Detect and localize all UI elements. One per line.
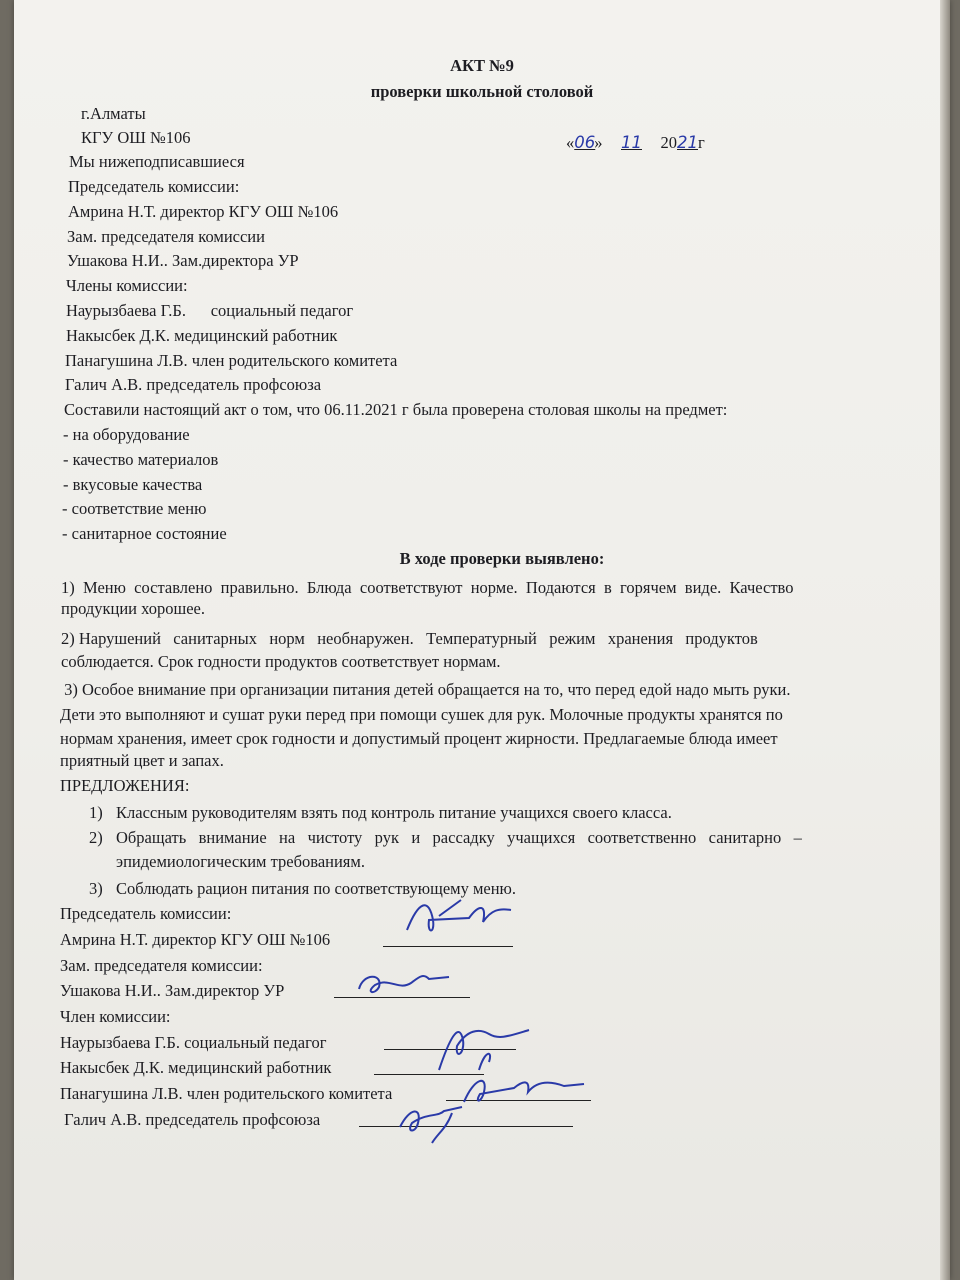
member-line: Наурызбаева Г.Б. социальный педагог — [66, 301, 354, 320]
sig-member-1: Наурызбаева Г.Б. социальный педагог — [60, 1033, 327, 1052]
sig-member-title: Член комиссии: — [60, 1007, 171, 1026]
sig-member-4: Галич А.В. председатель профсоюза — [60, 1110, 321, 1129]
document-title: АКТ №9 — [450, 56, 514, 75]
sig-chair: Амрина Н.Т. директор КГУ ОШ №106 — [60, 930, 331, 949]
finding-2-line1: 2) Нарушений санитарных норм необнаружен. Температурный режим хранения продуктов — [61, 629, 758, 648]
intro-we: Мы нижеподписавшиеся — [69, 152, 245, 171]
proposal-2-line1: Обращать внимание на чистоту рук и рассадку учащихся соответственно санитарно – — [116, 828, 802, 847]
proposal-1: Классным руководителям взять под контроль питание учащихся своего класса. — [116, 803, 672, 822]
chair-signature-mark — [399, 890, 519, 950]
page-edge-shadow — [940, 0, 950, 1280]
intro-deputy-title: Зам. председателя комиссии — [67, 227, 265, 246]
finding-3-line2: Дети это выполняют и сушат руки перед при помощи сушек для рук. Молочные продукты хранятся по — [60, 705, 783, 724]
proposals-heading: ПРЕДЛОЖЕНИЯ: — [60, 776, 190, 795]
intro-deputy: Ушакова Н.И.. Зам.директора УР — [67, 251, 299, 270]
check-item: - качество материалов — [63, 450, 219, 469]
sig-deputy: Ушакова Н.И.. Зам.директор УР — [60, 981, 285, 1000]
check-item: - соответствие меню — [62, 499, 207, 518]
check-item: - на оборудование — [63, 425, 190, 444]
intro-statement: Составили настоящий акт о том, что 06.11.2021 г была проверена столовая школы на предмет: — [64, 400, 728, 419]
date-day: 06 — [574, 133, 596, 152]
intro-chair: Амрина Н.Т. директор КГУ ОШ №106 — [68, 202, 339, 221]
finding-3-line1: 3) Особое внимание при организации питания детей обращается на то, что перед едой надо мыть руки. — [60, 680, 791, 699]
sig-chair-title: Председатель комиссии: — [60, 904, 232, 923]
document-date: «06» 11 2021г — [566, 133, 705, 152]
intro-chair-title: Председатель комиссии: — [68, 177, 240, 196]
check-item: - вкусовые качества — [63, 475, 203, 494]
intro-members-title: Члены комиссии: — [66, 276, 188, 295]
document-page — [14, 0, 950, 1280]
date-month: 11 — [621, 133, 642, 152]
proposal-2-line2: эпидемиологическим требованиям. — [116, 852, 365, 871]
proposal-number: 3) — [89, 879, 103, 898]
finding-2-line2: соблюдается. Срок годности продуктов соответствует нормам. — [61, 652, 501, 671]
city: г.Алматы — [81, 104, 146, 123]
finding-1-line2: продукции хорошее. — [61, 599, 205, 618]
member-line: Панагушина Л.В. член родительского комитета — [65, 351, 398, 370]
sig-member-3: Панагушина Л.В. член родительского комитета — [60, 1084, 393, 1103]
findings-heading: В ходе проверки выявлено: — [399, 549, 605, 568]
sig-deputy-title: Зам. председателя комиссии: — [60, 956, 263, 975]
document-subtitle: проверки школьной столовой — [370, 82, 594, 101]
date-year: 21 — [677, 133, 698, 152]
member-line: Галич А.В. председатель профсоюза — [65, 375, 322, 394]
deputy-signature-mark — [349, 963, 459, 1003]
check-item: - санитарное состояние — [62, 524, 227, 543]
finding-1-line1: 1) Меню составлено правильно. Блюда соответствуют норме. Подаются в горячем виде. Качество — [61, 578, 794, 597]
finding-3-line3: нормам хранения, имеет срок годности и допустимый процент жирности. Предлагаемые блюда имеет — [60, 729, 778, 748]
proposal-number: 1) — [89, 803, 103, 822]
sig-member-2: Накысбек Д.К. медицинский работник — [60, 1058, 332, 1077]
school-name: КГУ ОШ №106 — [81, 128, 191, 147]
proposal-3: Соблюдать рацион питания по соответствующему меню. — [116, 879, 517, 898]
finding-3-line4: приятный цвет и запах. — [60, 751, 224, 770]
member-4-signature-mark — [392, 1093, 482, 1148]
proposal-number: 2) — [89, 828, 103, 847]
member-line: Накысбек Д.К. медицинский работник — [66, 326, 338, 345]
